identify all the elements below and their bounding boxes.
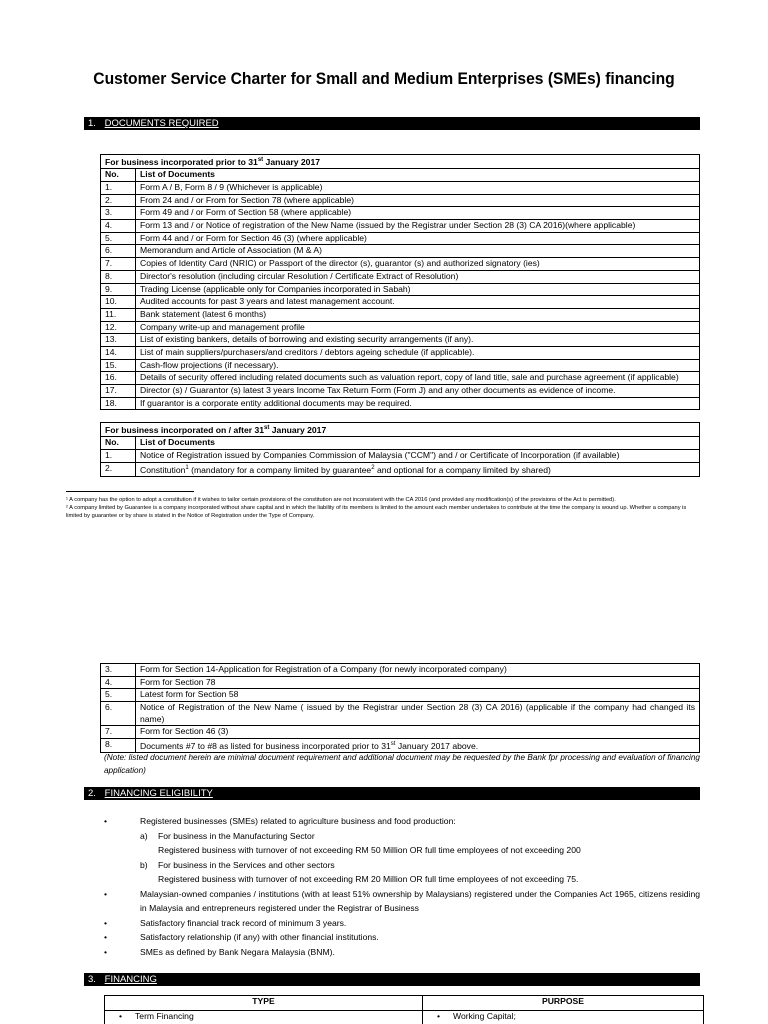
table-row [101,258,700,271]
list-item [100,814,700,829]
row-number: 11. [101,308,136,321]
document-item: Latest form for Section 58 [136,689,700,702]
bullet-icon: • [104,946,108,957]
bullet-icon: • [104,932,108,942]
footnotes [66,496,700,521]
page-title: Customer Service Charter for Small and Medium Enterprises (SMEs) financing [93,69,675,88]
sub-item-text: For business in the Manufacturing Sector [158,830,315,841]
eligibility-text: Registered businesses (SMEs) related to agriculture business and food production: [140,816,456,826]
bullet-icon: • [437,1011,441,1021]
financing-type-cell [105,1011,423,1024]
row-number: 7. [101,258,136,271]
table-row [101,346,700,359]
row-number: 8. [101,270,136,283]
document-item: Form for Section 14-Application for Registration of a Company (for newly incorporated company) [136,664,700,677]
table-row [105,1011,704,1024]
table-row [101,359,700,372]
financing-purpose-cell [423,1011,704,1024]
table-row [101,726,700,739]
row-number: 13. [101,334,136,347]
sub-item-label: a) [140,830,148,841]
column-header-documents: List of Documents [136,169,700,182]
list-item [100,930,700,945]
table-row [101,296,700,309]
column-header-no: No. [101,169,136,182]
document-item: Audited accounts for past 3 years and latest management account. [136,296,700,309]
row-number: 1. [101,450,136,463]
bullet-icon: • [104,816,108,826]
documents-table-prior-2017 [100,154,700,410]
table-row [101,232,700,245]
row-number: 8. [101,738,136,752]
sub-item-label: b) [140,859,148,870]
document-item: If guarantor is a corporate entity additional documents may be required. [136,397,700,410]
row-number: 6. [101,245,136,258]
table-row [101,664,700,677]
table-row [101,270,700,283]
section-number: 2. [88,788,96,799]
table-row [101,738,700,752]
row-number: 10. [101,296,136,309]
document-item: Notice of Registration issued by Companies Commission of Malaysia ("CCM") and / or Certificate of Incorporation (if available) [136,450,700,463]
table-row [101,245,700,258]
row-number: 2. [101,462,136,476]
sub-item-b [100,858,700,873]
section-header-eligibility [84,787,700,800]
document-item: Form 13 and / or Notice of registration of the New Name (issued by the Registrar under Section 28 (3) CA 2016)(where applicable) [136,220,700,233]
document-item: Form 44 and / or Form for Section 46 (3) (where applicable) [136,232,700,245]
section-label: DOCUMENTS REQUIRED [104,118,219,129]
table-row [101,372,700,385]
document-item: Trading License (applicable only for Companies incorporated in Sabah) [136,283,700,296]
table-row [101,207,700,220]
list-item [100,945,700,960]
eligibility-text: SMEs as defined by Bank Negara Malaysia (BNM). [140,946,335,957]
document-item: Notice of Registration of the New Name ( issued by the Registrar under Section 28 (3) CA 2016) (applicable if the company had changed its name) [136,702,700,726]
document-item: Company write-up and management profile [136,321,700,334]
table-row [101,397,700,410]
row-number: 5. [101,689,136,702]
document-item: Form A / B, Form 8 / 9 (Whichever is applicable) [136,182,700,195]
document-item: Constitution$^1$ (mandatory for a company limited by guarantee$^2$ and optional for a company limited by shared) [136,462,700,476]
document-item: Form for Section 46 (3) [136,726,700,739]
table-row [101,182,700,195]
table-row [101,702,700,726]
eligibility-text: Satisfactory financial track record of minimum 3 years. [140,917,347,928]
eligibility-list [100,814,700,959]
financing-table [104,995,704,1024]
footnote-2: ² A company limited by Guarantee is a company incorporated without share capital and in which the liability of its members is limited to the amount each member undertakes to contribute at the time the company is wound up. Whether a company is limited by guarantee or by share is stated in the Notice of Registration under the Type of Company. [66,505,687,520]
row-number: 18. [101,397,136,410]
financing-purpose: Working Capital; [453,1011,516,1021]
list-item [100,887,700,916]
document-item: List of existing bankers, details of borrowing and existing security arrangements (if any). [136,334,700,347]
row-number: 14. [101,346,136,359]
column-header-type: TYPE [105,996,423,1011]
row-number: 16. [101,372,136,385]
document-item: Documents #7 to #8 as listed for business incorporated prior to 31st January 2017 above. [136,738,700,752]
row-number: 4. [101,676,136,689]
row-number: 5. [101,232,136,245]
row-number: 3. [101,207,136,220]
document-item: List of main suppliers/purchasers/and creditors / debtors ageing schedule (if applicable). [136,346,700,359]
footnote-1: ¹ A company has the option to adopt a constitution if it wishes to tailor certain provisions of the constitution are not inconsistent with the CA 2016 (and provided any modification(s) of the provisions of the Act is permitted). [66,497,616,503]
section-header-documents [84,117,700,130]
table-caption: For business incorporated on / after 31st January 2017 [101,423,700,437]
row-number: 1. [101,182,136,195]
row-number: 6. [101,702,136,726]
row-number: 4. [101,220,136,233]
row-number: 12. [101,321,136,334]
table-row [101,308,700,321]
document-item: Bank statement (latest 6 months) [136,308,700,321]
sub-item-a [100,829,700,844]
table-row [101,689,700,702]
documents-table-continued [100,663,700,753]
table-row [101,462,700,476]
document-item: Form 49 and / or Form of Section 58 (where applicable) [136,207,700,220]
list-item [100,916,700,931]
document-item: Details of security offered including related documents such as valuation report, copy of land title, sale and purchase agreement (if applicable) [136,372,700,385]
column-header-documents: List of Documents [136,437,700,450]
documents-note: (Note: listed document herein are minimal document requirement and additional document may be requested by the Bank fpr processing and evaluation of financing application) [104,753,700,775]
bullet-icon: • [119,1011,123,1021]
table-row [101,676,700,689]
sub-item-detail: Registered business with turnover of not exceeding RM 50 Million OR full time employees of not exceeding 200 [158,845,581,855]
row-number: 7. [101,726,136,739]
financing-type: Term Financing [135,1011,194,1021]
sub-item-text: For business in the Services and other sectors [158,859,335,870]
table-row [101,385,700,398]
row-number: 3. [101,664,136,677]
section-label: FINANCING [104,974,157,985]
footnote-divider [66,491,194,492]
row-number: 15. [101,359,136,372]
table-row [101,450,700,463]
row-number: 17. [101,385,136,398]
document-item: Director (s) / Guarantor (s) latest 3 years Income Tax Return Form (Form J) and any other documents as evidence of income. [136,385,700,398]
table-row [101,283,700,296]
table-row [101,334,700,347]
eligibility-text: Malaysian-owned companies / institutions (with at least 51% ownership by Malaysians) registered under the Companies Act 1965, citizens residing in Malaysia and entrepreneurs registered under the Registrar of Business [140,888,700,913]
document-item: Memorandum and Article of Association (M & A) [136,245,700,258]
bullet-icon: • [104,888,108,899]
table-row [101,220,700,233]
document-item: Cash-flow projections (if necessary). [136,359,700,372]
document-item: Copies of Identity Card (NRIC) or Passport of the director (s), guarantor (s) and authorized signatory (ies) [136,258,700,271]
eligibility-text: Satisfactory relationship (if any) with other financial institutions. [140,932,379,942]
document-item: From 24 and / or From for Section 78 (where applicable) [136,194,700,207]
column-header-purpose: PURPOSE [423,996,704,1011]
section-number: 3. [88,974,96,985]
row-number: 9. [101,283,136,296]
section-label: FINANCING ELIGIBILITY [104,788,213,799]
table-caption: For business incorporated prior to 31st January 2017 [101,155,700,169]
table-row [101,321,700,334]
documents-table-after-2017 [100,422,700,477]
sub-item-detail: Registered business with turnover of not exceeding RM 20 Million OR full time employees of not exceeding 75. [158,874,579,884]
table-row [101,194,700,207]
document-item: Form for Section 78 [136,676,700,689]
column-header-no: No. [101,437,136,450]
section-header-financing [84,973,700,986]
section-number: 1. [88,118,96,129]
row-number: 2. [101,194,136,207]
bullet-icon: • [104,917,108,928]
document-item: Director's resolution (including circular Resolution / Certificate Extract of Resolution) [136,270,700,283]
